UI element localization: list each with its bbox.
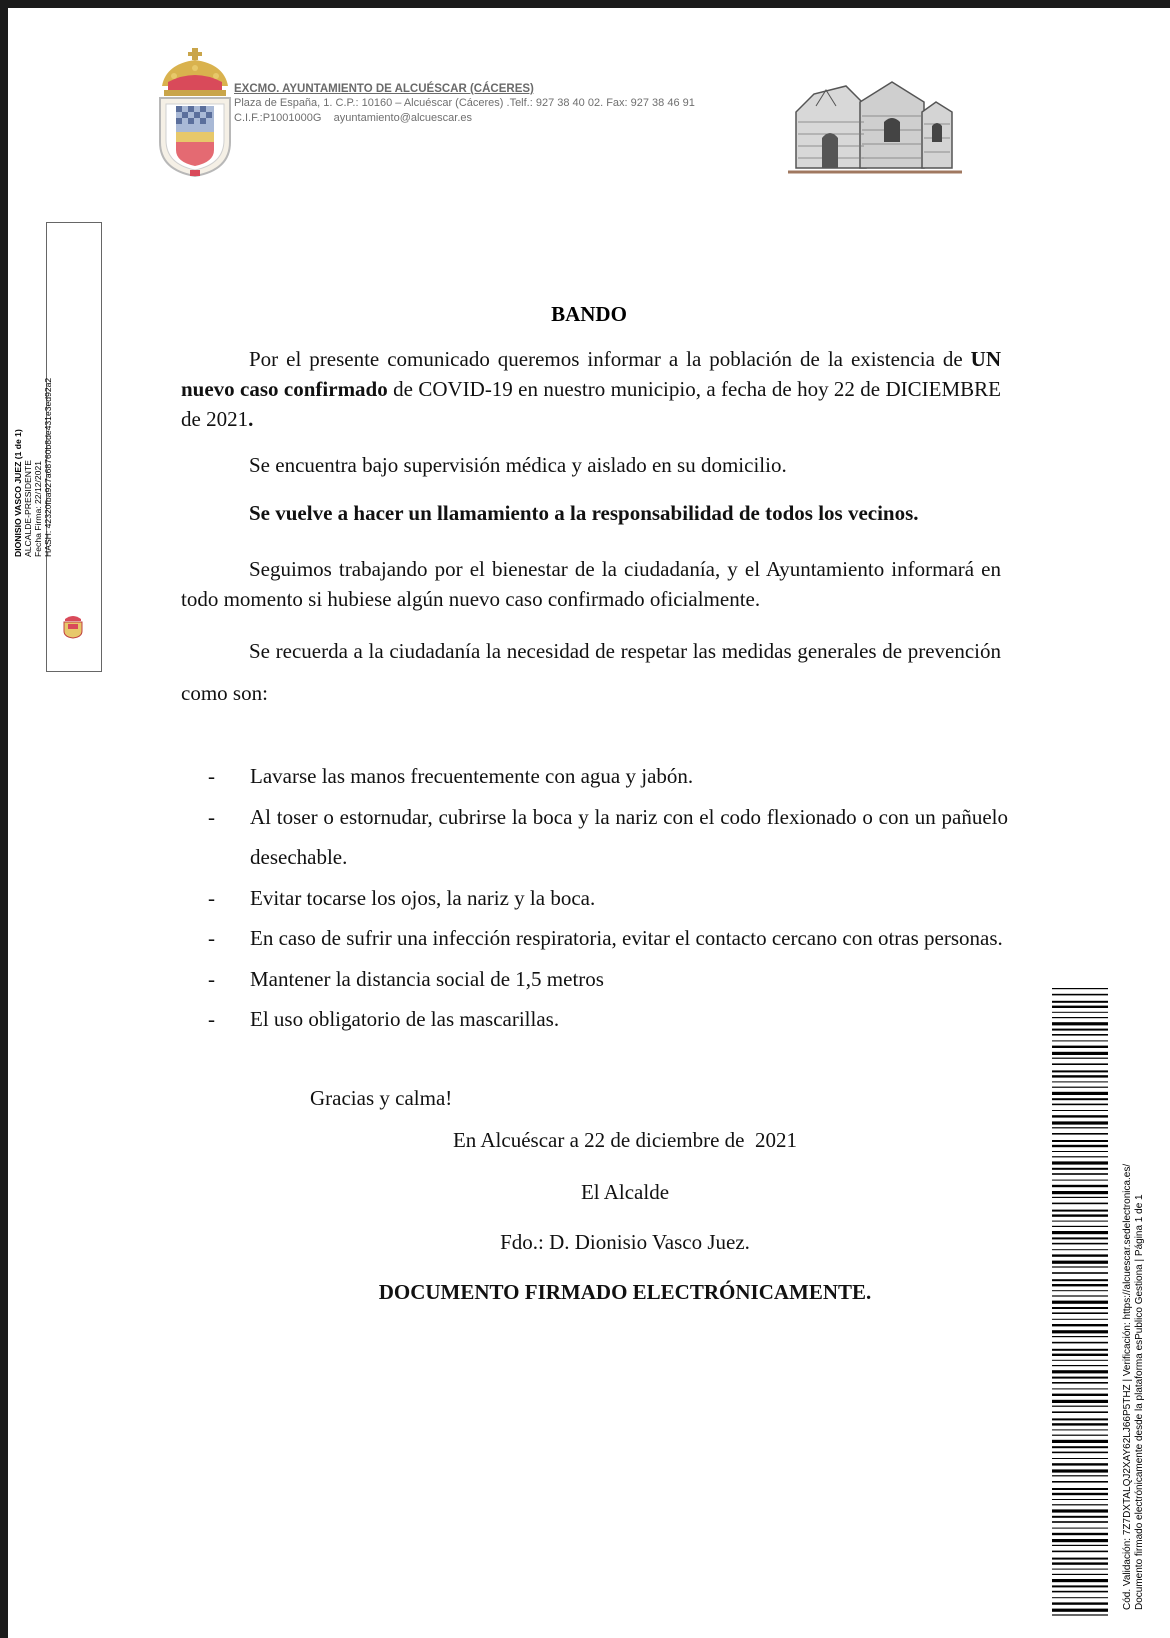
barcode-bar <box>1052 1551 1108 1553</box>
signer-name: DIONISIO VASCO JUEZ (1 de 1) <box>13 429 23 557</box>
barcode-bar <box>1052 1029 1108 1031</box>
barcode-bar <box>1052 1295 1108 1296</box>
barcode-bar <box>1052 1210 1108 1212</box>
barcode-bar <box>1052 1231 1108 1234</box>
paragraph-prevention-intro: Se recuerda a la ciudadanía la necesidad de respetar las medidas generales de prevención como son: <box>181 639 1001 705</box>
signer-title: El Alcalde <box>580 1180 670 1204</box>
barcode-bar <box>1052 1330 1108 1333</box>
barcode-bar <box>1052 1539 1108 1542</box>
barcode-bar <box>1052 1481 1108 1483</box>
paragraph-announcement: Por el presente comunicado queremos informar a la población de la existencia de UN nuevo caso confirmado de COVID-19 en nuestro municipio, a fecha de hoy 22 de DICIEMBRE de 2021. <box>181 347 1002 431</box>
signer-role: ALCALDE-PRESIDENTE <box>23 460 33 557</box>
barcode-image <box>1052 988 1108 1618</box>
barcode-bar <box>1052 1221 1108 1222</box>
barcode-bar <box>1052 1349 1108 1351</box>
barcode-bar <box>1052 1591 1108 1593</box>
barcode-bar <box>1052 1266 1108 1267</box>
barcode-bar <box>1052 1284 1108 1286</box>
barcode-bar <box>1052 1324 1108 1326</box>
paragraph-supervision: Se encuentra bajo supervisión médica y aislado en su domicilio. <box>249 453 787 477</box>
barcode-bar <box>1052 1499 1108 1500</box>
barcode-bar <box>1052 1307 1108 1309</box>
barcode-bar <box>1052 1058 1108 1059</box>
barcode-bar <box>1052 1429 1108 1430</box>
barcode-bar <box>1052 1504 1108 1505</box>
barcode-bar <box>1052 1614 1108 1615</box>
document-title: BANDO <box>551 302 627 326</box>
barcode-bar <box>1052 1516 1108 1518</box>
barcode-bar <box>1052 1418 1108 1420</box>
barcode-bar <box>1052 1435 1108 1436</box>
barcode-bar <box>1052 1579 1108 1582</box>
barcode-bar <box>1052 1191 1108 1194</box>
barcode-bar <box>1052 1533 1108 1535</box>
barcode-bar <box>1052 1394 1108 1396</box>
church-drawing-logo <box>786 72 964 178</box>
barcode-bar <box>1052 1203 1108 1205</box>
barcode-bar <box>1052 1092 1108 1095</box>
closing-phrase: Gracias y calma! <box>310 1086 453 1110</box>
barcode-bar <box>1052 1597 1108 1598</box>
barcode-bar <box>1052 1133 1108 1135</box>
signature-date: Fecha Firma: 22/12/2021 <box>33 460 43 557</box>
barcode-bar <box>1052 1151 1108 1152</box>
platform-notice: Documento firmado electrónicamente desde la plataforma esPublico Gestiona | Página 1 de 1 <box>1134 1194 1145 1610</box>
barcode-bar <box>1052 1290 1108 1291</box>
barcode-bar <box>1052 1585 1108 1587</box>
barcode-bar <box>1052 1272 1108 1274</box>
electronic-signature-notice: DOCUMENTO FIRMADO ELECTRÓNICAMENTE. <box>378 1280 872 1304</box>
paragraph-ongoing-work: Seguimos trabajando por el bienestar de la ciudadanía, y el Ayuntamiento informará en todo momento si hubiese algún nuevo caso confirmado oficialmente. <box>181 557 1001 611</box>
barcode-bar <box>1052 1493 1108 1495</box>
organization-header <box>234 83 695 126</box>
barcode-bar <box>1052 1254 1108 1256</box>
list-item: - Evitar tocarse los ojos, la nariz y la boca. <box>208 885 596 910</box>
organization-cif-email: C.I.F.:P1001000G ayuntamiento@alcuescar.es <box>234 112 473 124</box>
barcode-bar <box>1052 1475 1108 1476</box>
barcode-bar <box>1052 1452 1108 1454</box>
barcode-bar <box>1052 1336 1108 1337</box>
barcode-bar <box>1052 1001 1108 1003</box>
barcode-bar <box>1052 1185 1108 1187</box>
barcode-bar <box>1052 1558 1108 1560</box>
barcode-bar <box>1052 1509 1108 1512</box>
signer-full-name: Fdo.: D. Dionisio Vasco Juez. <box>500 1230 750 1254</box>
barcode-bar <box>1052 1243 1108 1245</box>
barcode-bar <box>1052 1360 1108 1361</box>
barcode-bar <box>1052 1168 1108 1170</box>
barcode-bar <box>1052 1545 1108 1546</box>
barcode-bar <box>1052 1034 1108 1036</box>
barcode-bar <box>1052 1528 1108 1529</box>
barcode-bar <box>1052 1063 1108 1065</box>
barcode-bar <box>1052 1098 1108 1100</box>
paragraph-call-to-responsibility: Se vuelve a hacer un llamamiento a la responsabilidad de todos los vecinos. <box>249 501 919 525</box>
coat-of-arms-logo <box>154 46 236 178</box>
barcode-bar <box>1052 1400 1108 1403</box>
list-item: - Al toser o estornudar, cubrirse la boca y la nariz con el codo flexionado o con un pañuelo desechable. <box>208 804 1008 869</box>
barcode-bar <box>1052 1214 1108 1216</box>
barcode-bar <box>1052 1121 1108 1124</box>
barcode-bar <box>1052 1081 1108 1082</box>
barcode-bar <box>1052 1382 1108 1384</box>
barcode-bar <box>1052 1423 1108 1425</box>
barcode-bar <box>1052 1145 1108 1147</box>
barcode-bar <box>1052 1156 1108 1157</box>
barcode-bar <box>1052 1411 1108 1413</box>
barcode-bar <box>1052 1127 1108 1128</box>
barcode-bar <box>1052 1046 1108 1048</box>
barcode-bar <box>1052 1521 1108 1523</box>
barcode-bar <box>1052 1140 1108 1142</box>
barcode-bar <box>1052 1319 1108 1320</box>
highlight-new-case: UN nuevo caso confirmado <box>181 347 1001 401</box>
place-and-date: En Alcuéscar a 22 de diciembre de 2021 <box>452 1128 798 1152</box>
barcode-bar <box>1052 1087 1108 1088</box>
barcode-bar <box>1052 1226 1108 1227</box>
signature-hash: HASH: 42320fba927a68760b8de431e3ed92a2 <box>43 377 53 557</box>
barcode-bar <box>1052 1446 1108 1448</box>
barcode-bar <box>1052 1017 1108 1018</box>
barcode-bar <box>1052 1173 1108 1175</box>
barcode-bar <box>1052 994 1108 996</box>
barcode-bar <box>1052 1115 1108 1117</box>
prevention-measures-list <box>208 756 1008 1040</box>
barcode-bar <box>1052 1161 1108 1164</box>
barcode-bar <box>1052 1440 1108 1443</box>
barcode-bar <box>1052 1342 1108 1344</box>
barcode-bar <box>1052 1569 1108 1570</box>
barcode-bar <box>1052 1104 1108 1106</box>
barcode-bar <box>1052 1370 1108 1373</box>
organization-address: Plaza de España, 1. C.P.: 10160 – Alcuéscar (Cáceres) .Telf.: 927 38 40 02. Fax: 927 38 46 91 <box>234 97 695 109</box>
barcode-bar <box>1052 1354 1108 1356</box>
barcode-bar <box>1052 1279 1108 1281</box>
barcode-bar <box>1052 988 1108 989</box>
list-item: - El uso obligatorio de las mascarillas. <box>208 1007 560 1031</box>
signature-strip <box>13 222 102 672</box>
barcode-bar <box>1052 1365 1108 1366</box>
barcode-bar <box>1052 1458 1108 1459</box>
organization-name: EXCMO. AYUNTAMIENTO DE ALCUÉSCAR (CÁCERES) <box>234 83 534 95</box>
list-item: - Lavarse las manos frecuentemente con agua y jabón. <box>208 764 694 788</box>
barcode-bar <box>1052 1006 1108 1008</box>
barcode-bar <box>1052 1377 1108 1379</box>
barcode-bar <box>1052 1301 1108 1304</box>
barcode-bar <box>1052 1602 1108 1604</box>
small-coat-of-arms-icon <box>62 611 84 639</box>
barcode-bar <box>1052 1574 1108 1575</box>
barcode-bar <box>1052 1040 1108 1041</box>
barcode-bar <box>1052 1012 1108 1013</box>
barcode-bar <box>1052 1197 1108 1198</box>
barcode-bar <box>1052 1406 1108 1407</box>
barcode-bar <box>1052 1110 1108 1111</box>
barcode-bar <box>1052 1249 1108 1250</box>
barcode-bar <box>1052 1469 1108 1472</box>
barcode-bar <box>1052 1261 1108 1264</box>
barcode-bar <box>1052 1312 1108 1314</box>
barcode-bar <box>1052 1463 1108 1465</box>
barcode-bar <box>1052 1609 1108 1612</box>
barcode-bar <box>1052 1562 1108 1564</box>
verification-text <box>1122 1164 1146 1610</box>
barcode-bar <box>1052 1075 1108 1077</box>
barcode-bar <box>1052 1237 1108 1239</box>
document-page <box>8 8 1170 1638</box>
verification-code: Cód. Validación: 7Z7DXTALQJ2XAY62LJ66P5THZ | Verificación: https://alcuescar.sedelectronica.es/ <box>1122 1163 1133 1610</box>
list-item: - En caso de sufrir una infección respiratoria, evitar el contacto cercano con otras personas. <box>208 926 1003 950</box>
barcode-bar <box>1052 1388 1108 1389</box>
list-item: - Mantener la distancia social de 1,5 metros <box>208 966 604 991</box>
barcode-bar <box>1052 1180 1108 1181</box>
barcode-bar <box>1052 1488 1108 1490</box>
signature-details <box>13 378 53 557</box>
barcode-bar <box>1052 1070 1108 1072</box>
barcode-bar <box>1052 1052 1108 1055</box>
barcode-bar <box>1052 1022 1108 1025</box>
